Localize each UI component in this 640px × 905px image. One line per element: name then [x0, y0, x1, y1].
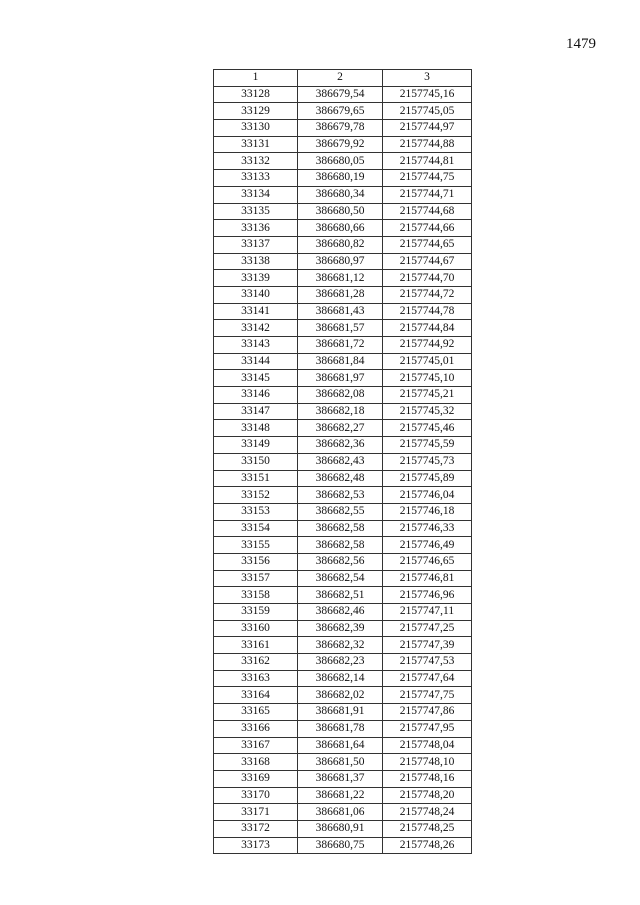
x-coordinate-cell: 386681,06 [298, 804, 383, 821]
y-coordinate-cell: 2157744,92 [383, 337, 472, 354]
x-coordinate-cell: 386679,65 [298, 103, 383, 120]
table-row [214, 136, 472, 153]
x-coordinate-cell: 386681,37 [298, 770, 383, 787]
y-coordinate-cell: 2157747,95 [383, 720, 472, 737]
table-row [214, 587, 472, 604]
y-coordinate-cell: 2157744,66 [383, 220, 472, 237]
x-coordinate-cell: 386682,32 [298, 637, 383, 654]
table-row [214, 453, 472, 470]
point-number-cell: 33158 [214, 587, 298, 604]
point-number-cell: 33169 [214, 770, 298, 787]
x-coordinate-cell: 386681,84 [298, 353, 383, 370]
table-row [214, 403, 472, 420]
table-row [214, 270, 472, 287]
y-coordinate-cell: 2157745,73 [383, 453, 472, 470]
x-coordinate-cell: 386681,97 [298, 370, 383, 387]
x-coordinate-cell: 386680,75 [298, 837, 383, 854]
table-row [214, 487, 472, 504]
y-coordinate-cell: 2157747,11 [383, 604, 472, 621]
header-col-2: 2 [298, 70, 383, 87]
table-row [214, 337, 472, 354]
y-coordinate-cell: 2157744,72 [383, 286, 472, 303]
y-coordinate-cell: 2157746,81 [383, 570, 472, 587]
y-coordinate-cell: 2157745,59 [383, 437, 472, 454]
header-col-1: 1 [214, 70, 298, 87]
y-coordinate-cell: 2157746,49 [383, 537, 472, 554]
y-coordinate-cell: 2157745,16 [383, 86, 472, 103]
point-number-cell: 33171 [214, 804, 298, 821]
y-coordinate-cell: 2157747,64 [383, 670, 472, 687]
point-number-cell: 33133 [214, 170, 298, 187]
table-row [214, 236, 472, 253]
table-row [214, 737, 472, 754]
x-coordinate-cell: 386680,82 [298, 236, 383, 253]
table-row [214, 387, 472, 404]
x-coordinate-cell: 386679,92 [298, 136, 383, 153]
point-number-cell: 33147 [214, 403, 298, 420]
x-coordinate-cell: 386682,58 [298, 537, 383, 554]
table-row [214, 704, 472, 721]
y-coordinate-cell: 2157744,70 [383, 270, 472, 287]
table-row [214, 286, 472, 303]
y-coordinate-cell: 2157745,46 [383, 420, 472, 437]
table-row [214, 420, 472, 437]
table-row [214, 153, 472, 170]
table-row [214, 470, 472, 487]
x-coordinate-cell: 386682,27 [298, 420, 383, 437]
table-row [214, 570, 472, 587]
header-row [214, 70, 472, 87]
table-row [214, 320, 472, 337]
x-coordinate-cell: 386681,43 [298, 303, 383, 320]
y-coordinate-cell: 2157745,21 [383, 387, 472, 404]
table-row [214, 86, 472, 103]
point-number-cell: 33146 [214, 387, 298, 404]
x-coordinate-cell: 386679,78 [298, 120, 383, 137]
page-number: 1479 [566, 36, 596, 52]
table-row [214, 186, 472, 203]
x-coordinate-cell: 386682,48 [298, 470, 383, 487]
y-coordinate-cell: 2157747,86 [383, 704, 472, 721]
x-coordinate-cell: 386682,02 [298, 687, 383, 704]
point-number-cell: 33134 [214, 186, 298, 203]
point-number-cell: 33139 [214, 270, 298, 287]
point-number-cell: 33170 [214, 787, 298, 804]
table-row [214, 804, 472, 821]
y-coordinate-cell: 2157746,96 [383, 587, 472, 604]
x-coordinate-cell: 386681,72 [298, 337, 383, 354]
x-coordinate-cell: 386682,51 [298, 587, 383, 604]
y-coordinate-cell: 2157748,16 [383, 770, 472, 787]
x-coordinate-cell: 386680,66 [298, 220, 383, 237]
point-number-cell: 33156 [214, 553, 298, 570]
y-coordinate-cell: 2157745,05 [383, 103, 472, 120]
x-coordinate-cell: 386682,39 [298, 620, 383, 637]
table-row [214, 253, 472, 270]
table-row [214, 120, 472, 137]
point-number-cell: 33165 [214, 704, 298, 721]
x-coordinate-cell: 386682,53 [298, 487, 383, 504]
point-number-cell: 33167 [214, 737, 298, 754]
y-coordinate-cell: 2157744,88 [383, 136, 472, 153]
y-coordinate-cell: 2157744,81 [383, 153, 472, 170]
x-coordinate-cell: 386680,50 [298, 203, 383, 220]
table-row [214, 503, 472, 520]
point-number-cell: 33143 [214, 337, 298, 354]
point-number-cell: 33152 [214, 487, 298, 504]
point-number-cell: 33173 [214, 837, 298, 854]
point-number-cell: 33168 [214, 754, 298, 771]
point-number-cell: 33135 [214, 203, 298, 220]
table-row [214, 620, 472, 637]
table-row [214, 604, 472, 621]
y-coordinate-cell: 2157744,65 [383, 236, 472, 253]
point-number-cell: 33151 [214, 470, 298, 487]
x-coordinate-cell: 386681,64 [298, 737, 383, 754]
point-number-cell: 33166 [214, 720, 298, 737]
point-number-cell: 33164 [214, 687, 298, 704]
header-col-3: 3 [383, 70, 472, 87]
x-coordinate-cell: 386681,57 [298, 320, 383, 337]
point-number-cell: 33142 [214, 320, 298, 337]
point-number-cell: 33155 [214, 537, 298, 554]
point-number-cell: 33137 [214, 236, 298, 253]
y-coordinate-cell: 2157747,39 [383, 637, 472, 654]
y-coordinate-cell: 2157744,84 [383, 320, 472, 337]
x-coordinate-cell: 386682,46 [298, 604, 383, 621]
table-row [214, 820, 472, 837]
x-coordinate-cell: 386682,36 [298, 437, 383, 454]
y-coordinate-cell: 2157748,26 [383, 837, 472, 854]
y-coordinate-cell: 2157748,20 [383, 787, 472, 804]
y-coordinate-cell: 2157747,25 [383, 620, 472, 637]
y-coordinate-cell: 2157748,24 [383, 804, 472, 821]
point-number-cell: 33162 [214, 654, 298, 671]
point-number-cell: 33138 [214, 253, 298, 270]
x-coordinate-cell: 386680,19 [298, 170, 383, 187]
table-row [214, 520, 472, 537]
x-coordinate-cell: 386679,54 [298, 86, 383, 103]
table-row [214, 670, 472, 687]
y-coordinate-cell: 2157746,65 [383, 553, 472, 570]
x-coordinate-cell: 386680,91 [298, 820, 383, 837]
table-body [214, 86, 472, 854]
point-number-cell: 33160 [214, 620, 298, 637]
point-number-cell: 33131 [214, 136, 298, 153]
table-row [214, 687, 472, 704]
x-coordinate-cell: 386682,08 [298, 387, 383, 404]
point-number-cell: 33140 [214, 286, 298, 303]
table-row [214, 754, 472, 771]
y-coordinate-cell: 2157746,04 [383, 487, 472, 504]
y-coordinate-cell: 2157745,01 [383, 353, 472, 370]
table-row [214, 770, 472, 787]
table-row [214, 103, 472, 120]
y-coordinate-cell: 2157744,68 [383, 203, 472, 220]
x-coordinate-cell: 386682,54 [298, 570, 383, 587]
table-row [214, 637, 472, 654]
point-number-cell: 33150 [214, 453, 298, 470]
y-coordinate-cell: 2157745,10 [383, 370, 472, 387]
x-coordinate-cell: 386681,78 [298, 720, 383, 737]
point-number-cell: 33130 [214, 120, 298, 137]
x-coordinate-cell: 386682,55 [298, 503, 383, 520]
point-number-cell: 33145 [214, 370, 298, 387]
table-row [214, 437, 472, 454]
x-coordinate-cell: 386682,43 [298, 453, 383, 470]
x-coordinate-cell: 386681,28 [298, 286, 383, 303]
y-coordinate-cell: 2157747,75 [383, 687, 472, 704]
y-coordinate-cell: 2157745,89 [383, 470, 472, 487]
table-row [214, 170, 472, 187]
table-row [214, 353, 472, 370]
table-row [214, 203, 472, 220]
table-row [214, 370, 472, 387]
table-row [214, 787, 472, 804]
y-coordinate-cell: 2157747,53 [383, 654, 472, 671]
point-number-cell: 33161 [214, 637, 298, 654]
point-number-cell: 33128 [214, 86, 298, 103]
point-number-cell: 33129 [214, 103, 298, 120]
x-coordinate-cell: 386681,50 [298, 754, 383, 771]
point-number-cell: 33163 [214, 670, 298, 687]
y-coordinate-cell: 2157744,67 [383, 253, 472, 270]
point-number-cell: 33153 [214, 503, 298, 520]
y-coordinate-cell: 2157744,75 [383, 170, 472, 187]
y-coordinate-cell: 2157748,25 [383, 820, 472, 837]
point-number-cell: 33172 [214, 820, 298, 837]
point-number-cell: 33159 [214, 604, 298, 621]
coordinates-table [213, 69, 472, 854]
x-coordinate-cell: 386680,05 [298, 153, 383, 170]
x-coordinate-cell: 386682,56 [298, 553, 383, 570]
table-row [214, 837, 472, 854]
point-number-cell: 33157 [214, 570, 298, 587]
table-row [214, 654, 472, 671]
x-coordinate-cell: 386682,14 [298, 670, 383, 687]
point-number-cell: 33148 [214, 420, 298, 437]
table-row [214, 553, 472, 570]
table-row [214, 537, 472, 554]
point-number-cell: 33149 [214, 437, 298, 454]
x-coordinate-cell: 386681,91 [298, 704, 383, 721]
x-coordinate-cell: 386681,12 [298, 270, 383, 287]
x-coordinate-cell: 386682,23 [298, 654, 383, 671]
y-coordinate-cell: 2157746,18 [383, 503, 472, 520]
point-number-cell: 33132 [214, 153, 298, 170]
y-coordinate-cell: 2157744,97 [383, 120, 472, 137]
point-number-cell: 33144 [214, 353, 298, 370]
point-number-cell: 33141 [214, 303, 298, 320]
table-row [214, 720, 472, 737]
x-coordinate-cell: 386682,58 [298, 520, 383, 537]
y-coordinate-cell: 2157744,78 [383, 303, 472, 320]
x-coordinate-cell: 386682,18 [298, 403, 383, 420]
x-coordinate-cell: 386680,34 [298, 186, 383, 203]
x-coordinate-cell: 386680,97 [298, 253, 383, 270]
x-coordinate-cell: 386681,22 [298, 787, 383, 804]
y-coordinate-cell: 2157748,04 [383, 737, 472, 754]
y-coordinate-cell: 2157746,33 [383, 520, 472, 537]
y-coordinate-cell: 2157744,71 [383, 186, 472, 203]
y-coordinate-cell: 2157748,10 [383, 754, 472, 771]
table-row [214, 303, 472, 320]
y-coordinate-cell: 2157745,32 [383, 403, 472, 420]
point-number-cell: 33136 [214, 220, 298, 237]
table-row [214, 220, 472, 237]
table-header [214, 70, 472, 87]
point-number-cell: 33154 [214, 520, 298, 537]
